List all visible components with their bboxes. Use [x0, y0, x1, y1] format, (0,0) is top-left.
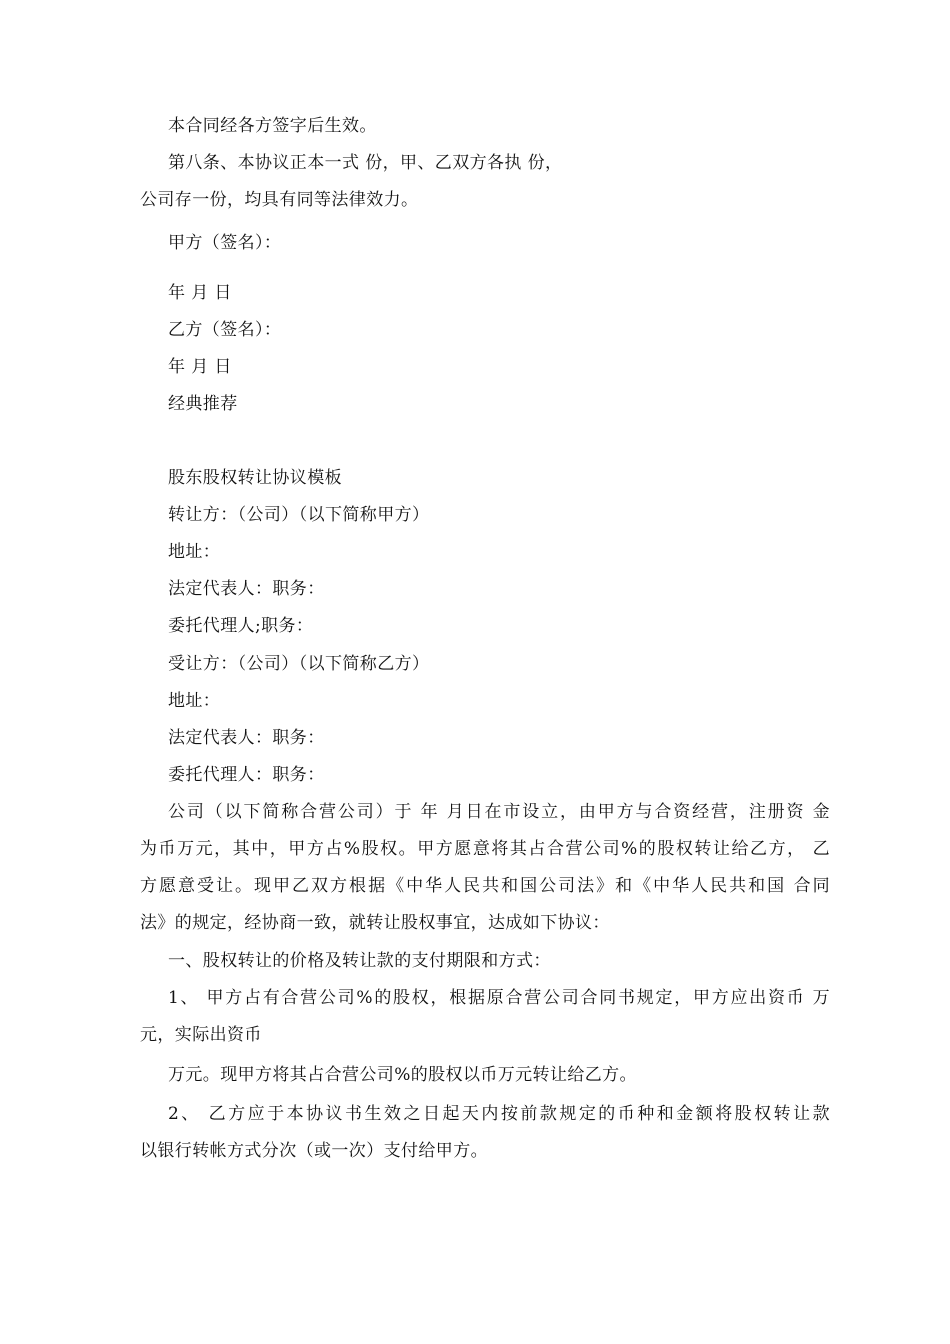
paragraph-line: 以银行转帐方式分次（或一次）支付给甲方。: [140, 1141, 488, 1161]
text-line: 地址：: [168, 691, 221, 711]
signature-label: 乙方（签名）：: [168, 320, 282, 340]
text-line: 法定代表人：职务：: [168, 728, 325, 748]
text-line: 本合同经各方签字后生效。: [168, 116, 377, 136]
text-line: 公司存一份，均具有同等法律效力。: [140, 190, 419, 210]
paragraph-line: 1、 甲方占有合营公司%的股权，根据原合营公司合同书规定，甲方应出资币 万: [168, 988, 830, 1008]
text-line: 受让方：（公司）（以下简称乙方）: [168, 654, 430, 674]
signature-label: 甲方（签名）：: [168, 233, 282, 253]
section-label: 经典推荐: [168, 394, 238, 414]
text-line: 委托代理人：职务：: [168, 765, 325, 785]
paragraph-line: 法》的规定，经协商一致，就转让股权事宜，达成如下协议：: [140, 913, 610, 933]
paragraph-line: 元，实际出资币: [140, 1025, 262, 1045]
date-line: 年 月 日: [168, 283, 232, 303]
document-title: 股东股权转让协议模板: [168, 468, 342, 488]
paragraph-line: 万元。现甲方将其占合营公司%的股权以币万元转让给乙方。: [168, 1065, 637, 1085]
paragraph-line: 为币万元，其中，甲方占%股权。甲方愿意将其占合营公司%的股权转让给乙方， 乙: [140, 839, 830, 859]
paragraph-line: 2、 乙方应于本协议书生效之日起天内按前款规定的币种和金额将股权转让款: [168, 1104, 830, 1124]
date-line: 年 月 日: [168, 357, 232, 377]
text-line: 转让方：（公司）（以下简称甲方）: [168, 505, 430, 525]
text-line: 第八条、本协议正本一式 份，甲、乙双方各执 份，: [168, 153, 563, 173]
text-line: 法定代表人：职务：: [168, 579, 325, 599]
text-line: 委托代理人;职务：: [168, 616, 314, 636]
section-heading: 一、股权转让的价格及转让款的支付期限和方式：: [168, 951, 551, 971]
text-line: 地址：: [168, 542, 221, 562]
paragraph-line: 方愿意受让。现甲乙双方根据《中华人民共和国公司法》和《中华人民共和国 合同: [140, 876, 830, 896]
paragraph-line: 公司（以下简称合营公司）于 年 月日在市设立，由甲方与合资经营，注册资 金: [168, 802, 830, 822]
